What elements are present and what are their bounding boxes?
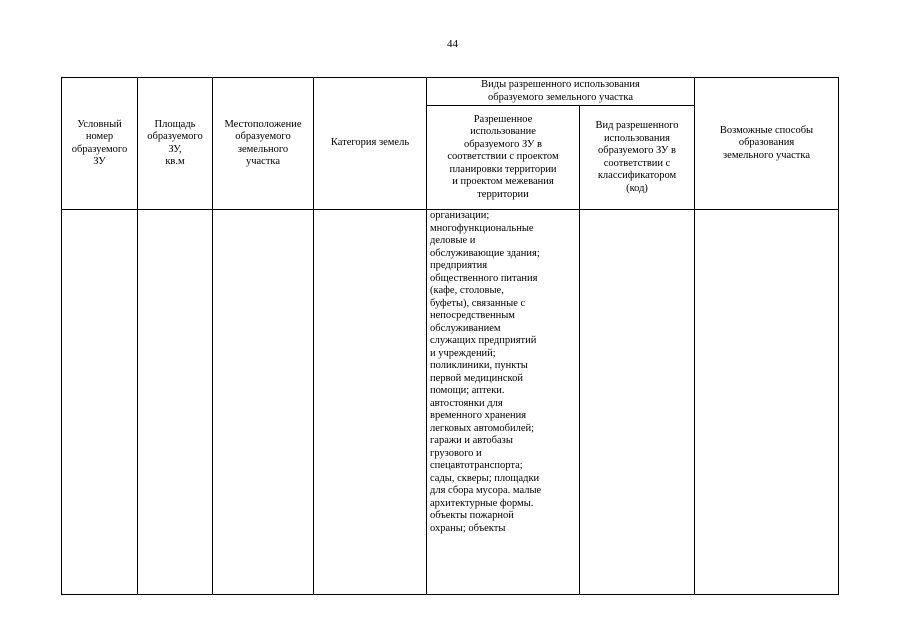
page-number: 44 [447,38,458,50]
permitted-use-line: легковых автомобилей; [430,422,535,434]
header-permitted-use-classifier: Вид разрешенного использования образуемого ЗУ в соответствии с классификатором (код) [580,106,695,210]
permitted-use-line: предприятия [430,260,488,271]
permitted-use-line: сады, скверы; площадки [430,472,540,484]
permitted-use-line: временного хранения [430,410,527,421]
permitted-use-line: гаражи и автобазы [430,435,513,446]
header-plot-area: Площадь образуемого ЗУ, кв.м [138,78,213,210]
permitted-use-line: и учреждений; [430,347,496,359]
cell-permitted-use-classifier [580,210,695,595]
header-plot-number: Условный номер образуемого ЗУ [62,78,138,210]
cell-plot-location [213,210,314,595]
permitted-use-line: обслуживанием [430,322,501,334]
permitted-use-line: организации; [430,210,490,221]
permitted-use-line: охраны; объекты [430,522,506,534]
permitted-use-line: буфеты), связанные с [430,297,526,309]
cell-permitted-use-project [427,210,580,595]
permitted-use-line: помощи; аптеки. [430,385,505,396]
cell-formation-methods [695,210,839,595]
header-land-category: Категория земель [314,78,427,210]
permitted-use-line: служащих предприятий [430,335,537,346]
permitted-use-line: общественного питания [430,272,538,284]
header-plot-location: Местоположение образуемого земельного участка [213,78,314,210]
permitted-use-line: деловые и [430,235,476,246]
permitted-use-line: архитектурные формы. [430,497,534,509]
header-permitted-use-project: Разрешенное использование образуемого ЗУ в соответствии с проектом планировки территории и проектом межевания территории [427,106,580,210]
permitted-use-line: (кафе, столовые, [430,285,504,296]
header-formation-methods: Возможные способы образования земельного участка [695,78,839,210]
table-row [62,210,839,595]
permitted-use-line: первой медицинской [430,372,523,384]
permitted-use-line: непосредственным [430,310,515,321]
land-plot-table [61,77,839,595]
permitted-use-line: объекты пожарной [430,510,514,521]
permitted-use-line: грузового и [430,447,482,459]
permitted-use-line: для сбора мусора. малые [430,485,542,496]
permitted-use-line: обслуживающие здания; [430,247,540,259]
header-row-1 [62,78,839,106]
permitted-use-line: поликлиники, пункты [430,360,528,371]
permitted-use-line: спецавтотранспорта; [430,460,523,471]
header-permitted-use-group: Виды разрешенного использования образуемого земельного участка [427,78,695,106]
permitted-use-line: многофункциональные [430,222,534,234]
cell-plot-area [138,210,213,595]
cell-land-category [314,210,427,595]
permitted-use-line: автостоянки для [430,397,503,409]
cell-plot-number [62,210,138,595]
